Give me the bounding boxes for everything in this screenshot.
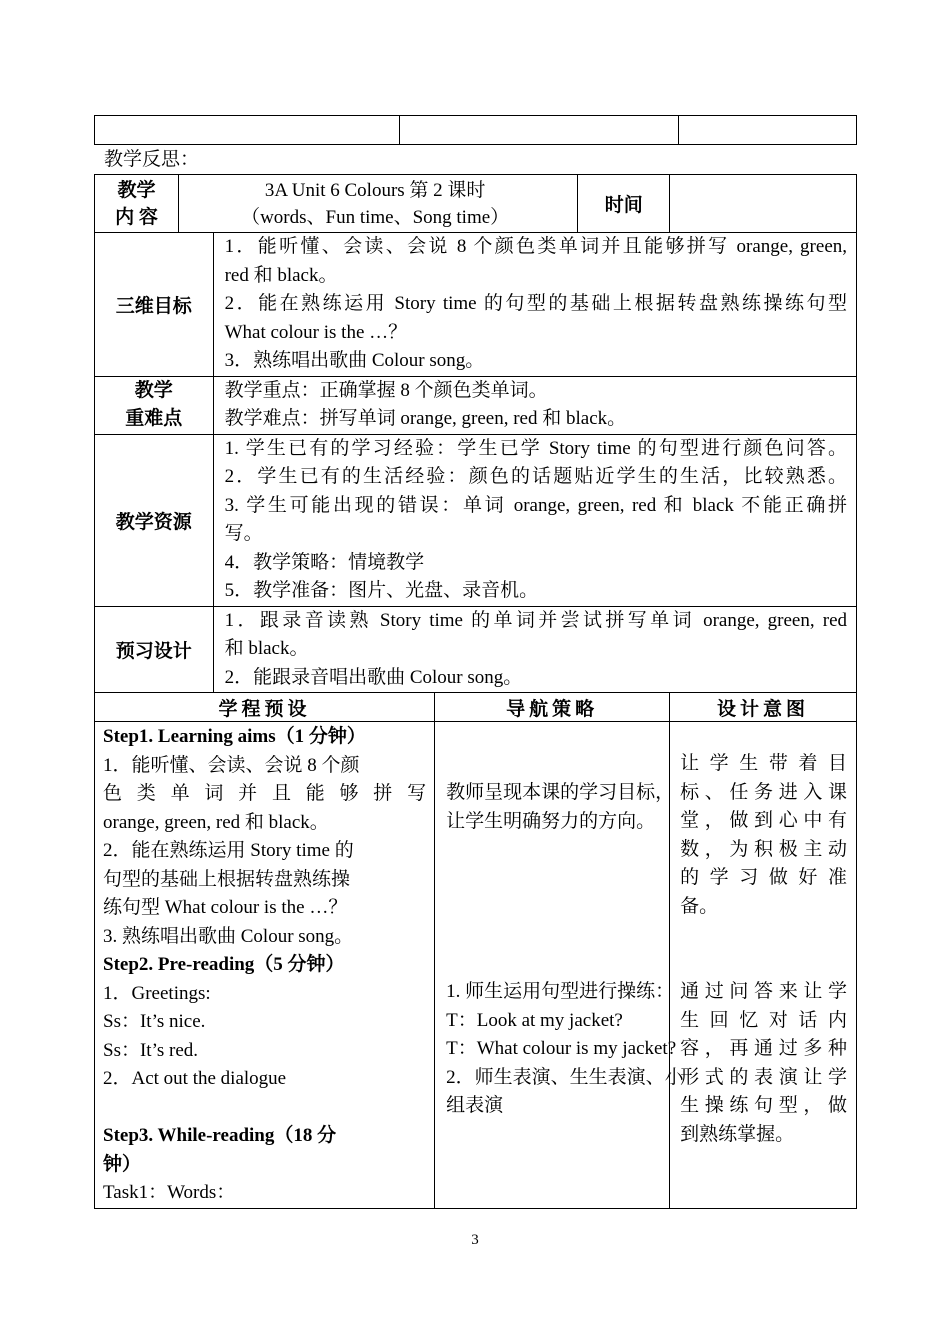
content-label-2: 内 容 bbox=[115, 206, 158, 228]
objective-line: 2．能在熟练运用 Story time 的句型的基础上根据转盘熟练操练句型 bbox=[224, 293, 847, 314]
page-number: 3 bbox=[471, 1232, 479, 1248]
intent-line: 标、任务进入课 bbox=[680, 781, 847, 803]
step1-line: 3. 熟练唱出歌曲 Colour song。 bbox=[103, 925, 354, 947]
key-point-line: 教学重点：正确掌握 8 个颜色类单词。 bbox=[224, 379, 548, 401]
resource-line: 5．教学准备：图片、光盘、录音机。 bbox=[224, 580, 539, 601]
objective-line: 1．能听懂、会读、会说 8 个颜色类单词并且能够拼写 orange, green, bbox=[224, 236, 847, 257]
objective-line: What colour is the …？ bbox=[224, 321, 408, 343]
process-col2 bbox=[435, 722, 684, 1209]
key-points-label-cell bbox=[95, 376, 214, 434]
key-points-content bbox=[213, 376, 856, 434]
intent-line: 生操练句型，做 bbox=[680, 1095, 847, 1116]
step1-line: 色类单词并且能够拼写 bbox=[103, 783, 427, 804]
intent-line: 数，为积极主动 bbox=[680, 838, 847, 860]
objective-line: red 和 black。 bbox=[224, 264, 338, 286]
objective-line: 3．熟练唱出歌曲 Colour song。 bbox=[224, 350, 485, 371]
preview-line: 1．跟录音读熟 Story time 的单词并尝试拼写单词 orange, green, red bbox=[224, 609, 847, 631]
resource-line: 写。 bbox=[224, 523, 263, 544]
strategy-line: T：Look at my jacket? bbox=[446, 1009, 623, 1031]
step1-line: 1．能听懂、会读、会说 8 个颜 bbox=[103, 754, 360, 776]
content-label-cell bbox=[95, 175, 179, 233]
intent-line: 堂，做到心中有 bbox=[680, 810, 847, 831]
lesson-plan-table bbox=[94, 174, 857, 1209]
time-value bbox=[670, 175, 857, 233]
preview-line: 2．能跟录音唱出歌曲 Colour song。 bbox=[224, 666, 523, 688]
preview-content bbox=[213, 606, 856, 693]
top-cell-2 bbox=[400, 116, 679, 145]
top-cell-1 bbox=[95, 116, 400, 145]
key-points-label-1: 教学 bbox=[134, 379, 173, 401]
step1-line: orange, green, red 和 black。 bbox=[103, 811, 329, 833]
process-header-col1: 学程预设 bbox=[95, 693, 435, 722]
lesson-title: 3A Unit 6 Colours 第 2 课时 bbox=[264, 179, 486, 201]
step3-title-2: 钟） bbox=[103, 1153, 142, 1175]
reflection-label: 教学反思： bbox=[104, 149, 200, 170]
content-label-1: 教学 bbox=[117, 179, 156, 201]
intent-line: 备。 bbox=[680, 895, 719, 917]
objectives-content bbox=[213, 233, 856, 377]
intent-line: 的学习做好准 bbox=[680, 867, 847, 888]
resource-line: 3. 学生可能出现的错误：单词 orange, green, red 和 black 不能正确拼 bbox=[224, 494, 847, 516]
preview-label: 预习设计 bbox=[95, 606, 214, 693]
strategy-line: 教师呈现本课的学习目标， bbox=[446, 782, 675, 803]
step2-line: Ss：It’s red. bbox=[103, 1039, 199, 1061]
process-header-col3: 设计意图 bbox=[670, 693, 857, 722]
step1-line: 句型的基础上根据转盘熟练操 bbox=[103, 868, 351, 890]
resources-content bbox=[213, 434, 856, 606]
process-header-col2: 导航策略 bbox=[435, 693, 670, 722]
resource-line: 2．学生已有的生活经验：颜色的话题贴近学生的生活，比较熟悉。 bbox=[224, 466, 847, 487]
strategy-line: 让学生明确努力的方向。 bbox=[446, 810, 656, 832]
step3-title-1: Step3. While-reading（18 分 bbox=[103, 1125, 337, 1146]
intent-line: 通过问答来让学 bbox=[680, 981, 847, 1002]
strategy-line: 组表演 bbox=[446, 1095, 504, 1116]
intent-line: 生回忆对话内 bbox=[680, 1009, 847, 1031]
strategy-line: T：What colour is my jacket? bbox=[446, 1038, 677, 1059]
step1-title: Step1. Learning aims（1 分钟） bbox=[103, 726, 366, 747]
key-points-label-2: 重难点 bbox=[125, 408, 183, 429]
lesson-title-cell bbox=[178, 175, 577, 233]
objectives-label: 三维目标 bbox=[95, 233, 214, 377]
intent-line: 容，再通过多种 bbox=[680, 1038, 847, 1059]
step2-line: Ss：It’s nice. bbox=[103, 1011, 206, 1032]
preview-line: 和 black。 bbox=[224, 638, 309, 659]
top-table bbox=[94, 115, 857, 145]
resource-line: 4．教学策略：情境教学 bbox=[224, 551, 425, 573]
process-col1 bbox=[95, 722, 435, 1209]
strategy-line: 1. 师生运用句型进行操练： bbox=[446, 981, 675, 1002]
process-col3 bbox=[670, 722, 857, 1209]
intent-line: 形式的表演让学 bbox=[680, 1066, 847, 1088]
step2-line: 2．Act out the dialogue bbox=[103, 1068, 287, 1089]
resource-line: 1. 学生已有的学习经验：学生已学 Story time 的句型进行颜色问答。 bbox=[224, 437, 847, 459]
step3-line: Task1：Words： bbox=[103, 1182, 236, 1203]
resources-label: 教学资源 bbox=[95, 434, 214, 606]
step1-line: 练句型 What colour is the …？ bbox=[103, 897, 348, 918]
step2-line: 1．Greetings: bbox=[103, 982, 211, 1004]
intent-line: 到熟练掌握。 bbox=[680, 1123, 795, 1145]
key-point-line: 教学难点：拼写单词 orange, green, red 和 black。 bbox=[224, 408, 627, 429]
strategy-line: 2．师生表演、生生表演、小 bbox=[446, 1066, 684, 1088]
top-cell-3 bbox=[679, 116, 857, 145]
lesson-subtitle: （words、Fun time、Song time） bbox=[241, 206, 510, 228]
step2-title: Step2. Pre-reading（5 分钟） bbox=[103, 954, 345, 975]
time-label: 时间 bbox=[578, 175, 670, 233]
intent-line: 让学生带着目 bbox=[680, 753, 847, 774]
step1-line: 2．能在熟练运用 Story time 的 bbox=[103, 840, 354, 861]
